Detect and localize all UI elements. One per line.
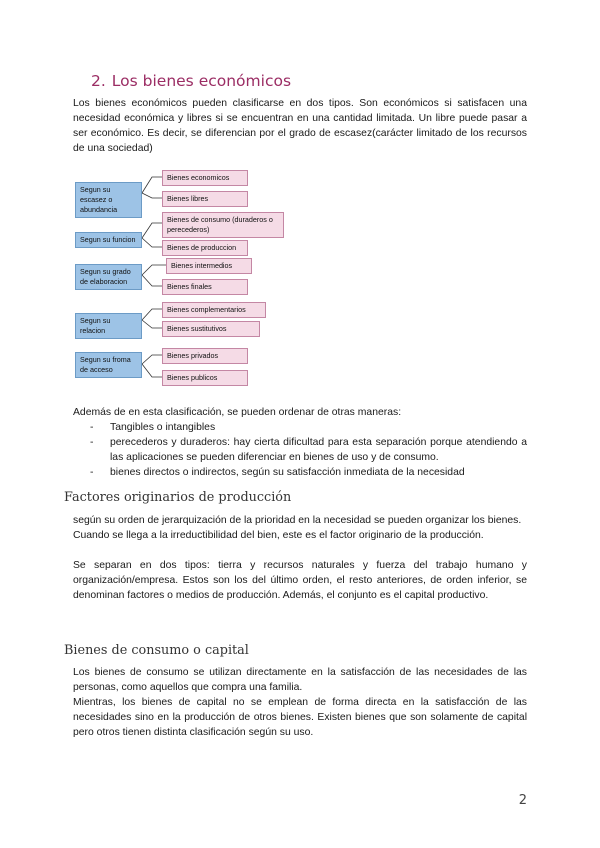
list-item: - Tangibles o intangibles — [90, 420, 527, 435]
item-bienes-publicos: Bienes publicos — [162, 370, 248, 386]
factores-p3: Se separan en dos tipos: tierra y recursos naturales y fuerza del trabajo humano y organización/empresa. Estos son los del último orden, el resto anteriores, de orden inferior, se denominan factores o medios de producción. Además, el conjunto es el capital productivo. — [73, 560, 527, 601]
item-bienes-complementarios: Bienes complementarios — [162, 302, 266, 318]
factores-p1: según su orden de jerarquización de la prioridad en la necesidad se pueden organizar los bienes. — [73, 515, 522, 526]
classification-diagram — [70, 165, 290, 385]
item-bienes-intermedios: Bienes intermedios — [166, 258, 252, 274]
page-number: 2 — [518, 793, 527, 808]
consumo-block — [73, 665, 527, 740]
item-bienes-libres: Bienes libres — [162, 191, 248, 207]
consumo-p1: Los bienes de consumo se utilizan directamente en la satisfacción de las necesidades de las personas, como aquellos que compra una familia. — [73, 667, 527, 693]
other-ways-list — [90, 420, 527, 480]
other-ways-lead: Además de en esta clasificación, se pueden ordenar de otras maneras: — [73, 407, 402, 418]
list-item: - perecederos y duraderos: hay cierta dificultad para esta separación porque atendiendo a las aplicaciones se pueden diferenciar en bienes de uso y de consumo. — [90, 435, 527, 465]
consumo-p2: Mientras, los bienes de capital no se emplean de forma directa en la satisfacción de las necesidades sino en la producción de otros bienes. Existen bienes que son solamente de capital pero otros tienen distinta clasificación según su uso. — [73, 697, 527, 738]
section-number: 2. — [91, 72, 106, 90]
item-bienes-consumo: Bienes de consumo (duraderos o perecederos) — [162, 212, 284, 238]
factores-p2: Cuando se llega a la irreductibilidad del bien, este es el factor originario de la producción. — [73, 530, 484, 541]
section-title-text: Los bienes económicos — [111, 72, 292, 90]
factores-heading: Factores originarios de producción — [64, 490, 292, 505]
item-bienes-economicos: Bienes economicos — [162, 170, 248, 186]
category-relacion: Segun su relacion — [75, 313, 142, 339]
consumo-heading: Bienes de consumo o capital — [64, 643, 249, 658]
category-acceso: Segun su froma de acceso — [75, 352, 142, 378]
item-bienes-privados: Bienes privados — [162, 348, 248, 364]
item-bienes-sustitutivos: Bienes sustitutivos — [162, 321, 260, 337]
category-elaboracion: Segun su grado de elaboracion — [75, 264, 142, 290]
factores-block — [73, 513, 527, 603]
section-title — [91, 72, 291, 90]
item-bienes-produccion: Bienes de produccion — [162, 240, 248, 256]
item-bienes-finales: Bienes finales — [162, 279, 248, 295]
other-ways-block — [73, 405, 527, 480]
list-item: - bienes directos o indirectos, según su satisfacción inmediata de la necesidad — [90, 465, 527, 480]
intro-paragraph: Los bienes económicos pueden clasificarse en dos tipos. Son económicos si satisfacen una necesidad económica y libres si se encuentran en una cantidad limitada. Un libre puede pasar a ser económico. Es decir, se diferencian por el grado de escasez(carácter limitado de los recursos de una sociedad) — [73, 98, 527, 154]
category-funcion: Segun su funcion — [75, 232, 142, 248]
category-escasez: Segun su escasez o abundancia — [75, 182, 142, 218]
